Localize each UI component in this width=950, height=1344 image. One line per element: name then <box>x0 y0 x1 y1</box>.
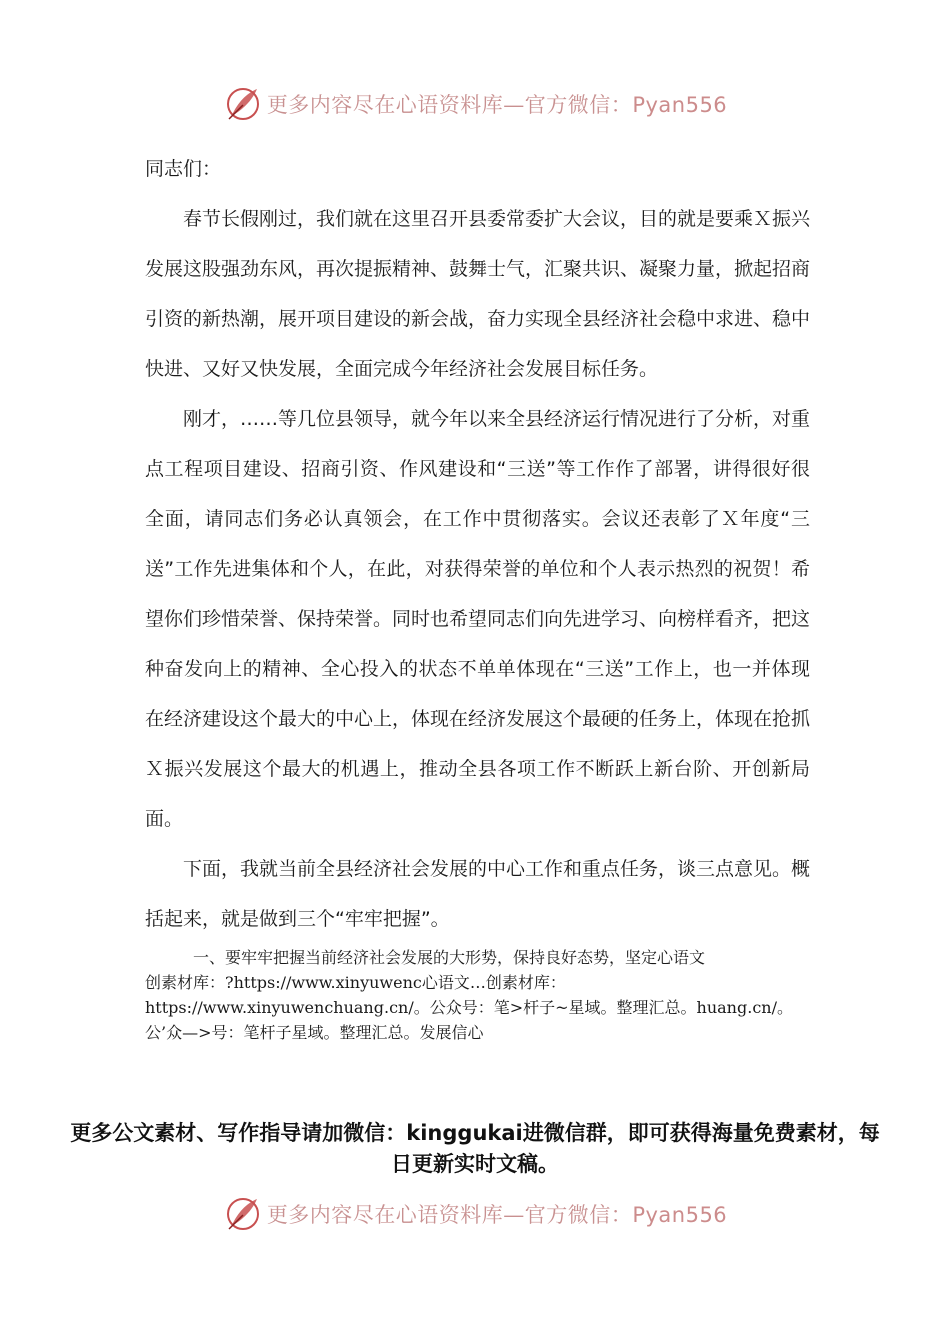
footer-note: 更多公文素材、写作指导请加微信：kinggukai进微信群，即可获得海量免费素材，每日更新实时文稿。 <box>70 1121 880 1176</box>
paragraph-1: 春节长假刚过，我们就在这里召开县委常委扩大会议，目的就是要乘Ｘ振兴发展这股强劲东风，再次提振精神、鼓舞士气，汇聚共识、凝聚力量，掀起招商引资的新热潮，展开项目建设的新会战，奋力实现全县经济社会稳中求进、稳中快进、又好又快发展，全面完成今年经济社会发展目标任务。 <box>145 208 811 380</box>
banner-wechat-id: Pyan556 <box>632 93 728 117</box>
header-banner <box>0 82 950 126</box>
banner-wechat-id: Pyan556 <box>632 1203 728 1227</box>
salutation: 同志们： <box>145 158 222 180</box>
paragraph-2: 刚才，……等几位县领导，就今年以来全县经济运行情况进行了分析，对重点工程项目建设、招商引资、作风建设和“三送”等工作作了部署，讲得很好很全面，请同志们务必认真领会，在工作中贯彻落实。会议还表彰了Ｘ年度“三送”工作先进集体和个人，在此，对获得荣誉的单位和个人表示热烈的祝贺！希望你们珍惜荣誉、保持荣誉。同时也希望同志们向先进学习、向榜样看齐，把这种奋发向上的精神、全心投入的状态不单单体现在“三送”工作上，也一并体现在经济建设这个最大的中心上，体现在经济发展这个最硬的任务上，体现在抢抓Ｘ振兴发展这个最大的机遇上，推动全县各项工作不断跃上新台阶、开创新局面。 <box>145 408 811 830</box>
quill-logo-icon <box>223 1194 263 1234</box>
quill-logo-icon <box>223 84 263 124</box>
garbled-text-block <box>145 945 805 1045</box>
paragraph-3: 下面，我就当前全县经济社会发展的中心工作和重点任务，谈三点意见。概括起来，就是做到三个“牢牢把握”。 <box>145 858 811 930</box>
small-text-line1: 一、要牢牢把握当前经济社会发展的大形势，保持良好态势，坚定心语文 <box>193 948 706 967</box>
small-text-rest: 创素材库：?https://www.xinyuwenc心语文…创素材库：https://www.xinyuwenchuang.cn/。公众号：笔>杆子~星域。整理汇总。huang.cn/。公’众—>号：笔杆子星域。整理汇总。发展信心 <box>145 973 793 1042</box>
banner-text: 更多内容尽在心语资料库—官方微信：Pyan556 <box>266 93 728 117</box>
banner-text: 更多内容尽在心语资料库—官方微信：Pyan556 <box>266 1203 728 1227</box>
footer-banner <box>0 1192 950 1236</box>
